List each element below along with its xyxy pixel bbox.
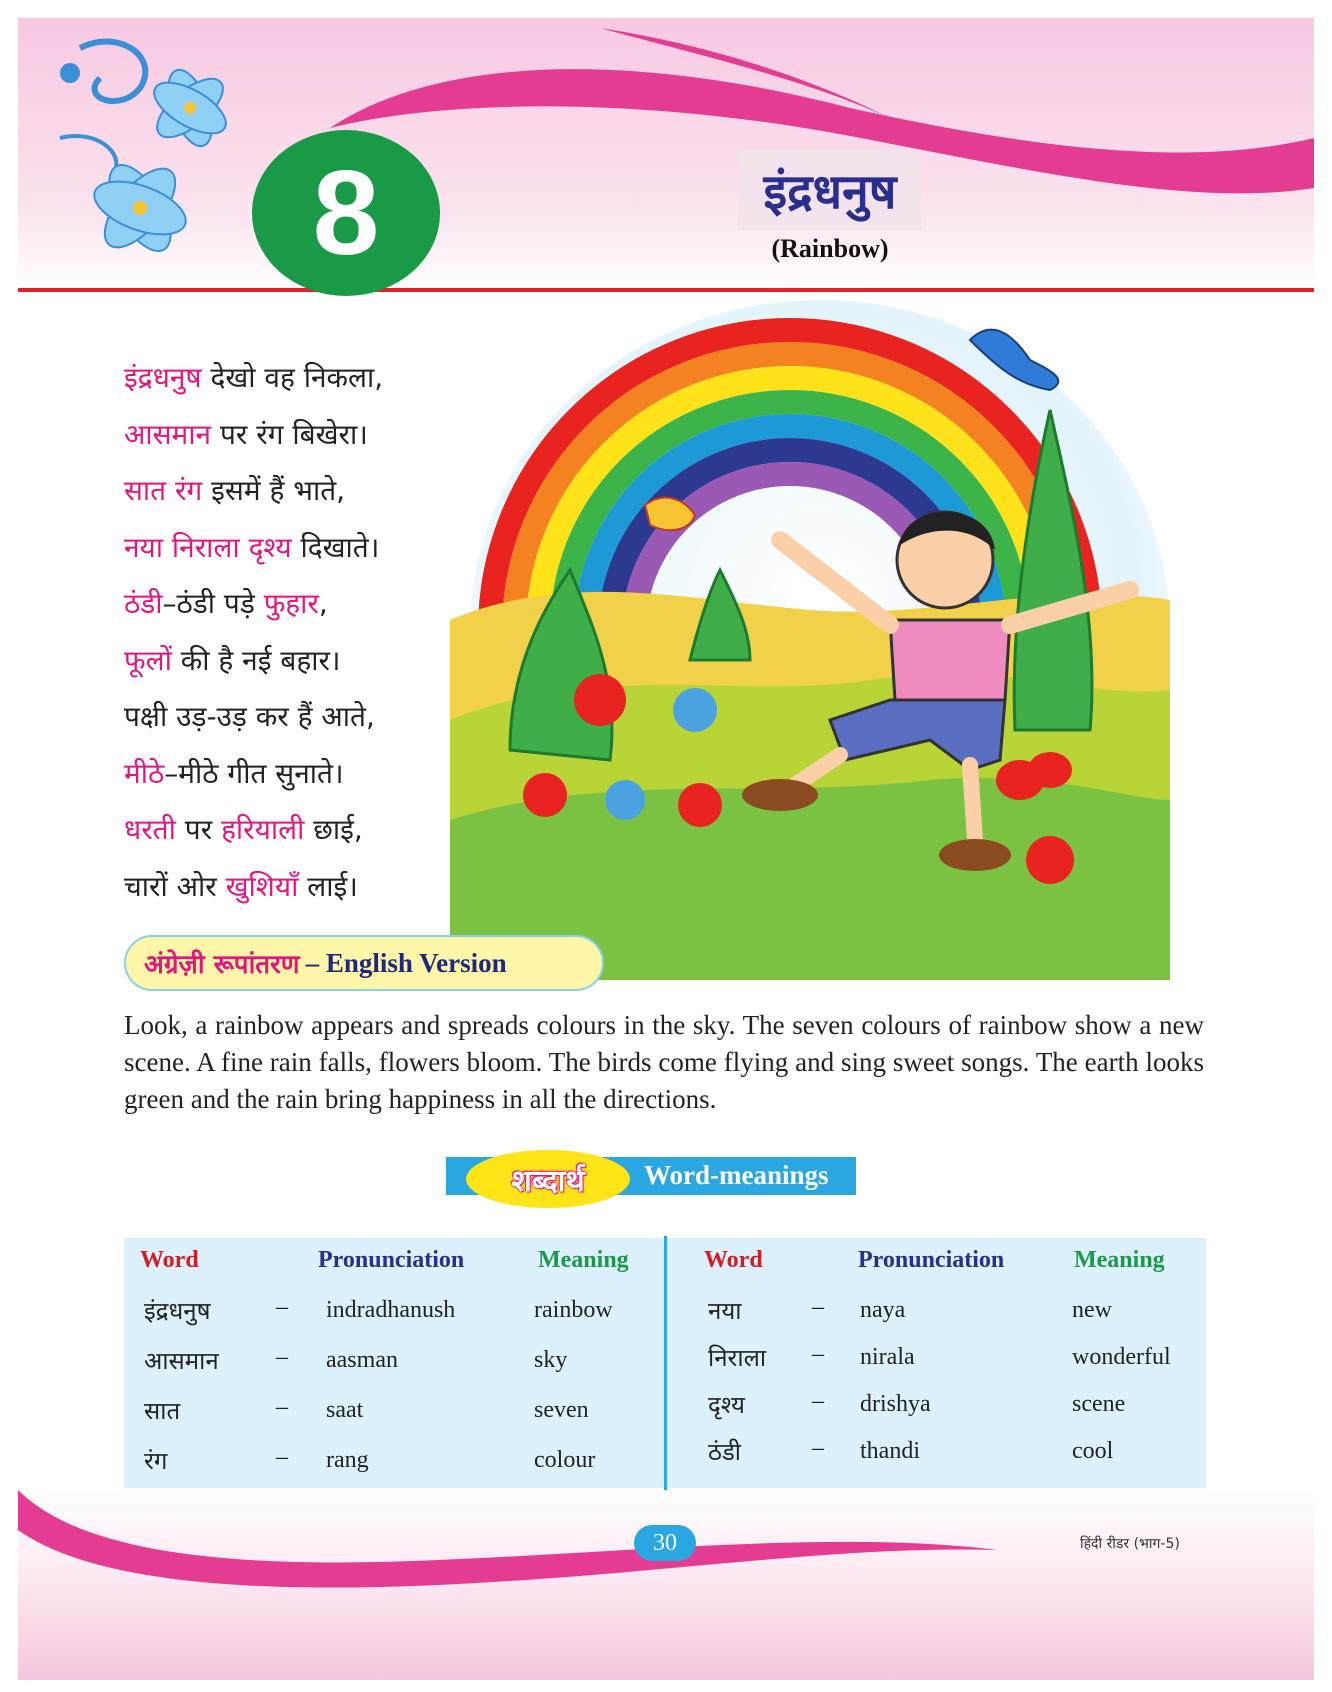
english-version-label-hindi: अंग्रेज़ी रूपांतरण [144, 950, 300, 980]
table-pronunciation: rang [326, 1447, 369, 1473]
english-version-text: Look, a rainbow appears and spreads colours in the sky. The seven colours of rainbow show a new scene. A fine rain falls, flowers bloom. The birds come flying and sing sweet songs. The earth looks green and the rain bring happiness in all the directions. [124, 1010, 1204, 1114]
table-divider [664, 1236, 667, 1490]
header-meaning: Meaning [538, 1247, 629, 1273]
table-dash: – [812, 1341, 824, 1367]
poem-line: इंद्रधनुष देखो वह निकला, [124, 361, 384, 394]
table-dash: – [276, 1344, 288, 1370]
word-meanings-oval [466, 1150, 630, 1208]
footer-swoosh-icon [18, 1490, 998, 1620]
poem-line: धरती पर हरियाली छाई, [124, 813, 363, 846]
poem-line: ठंडी–ठंडी पड़े फुहार, [124, 587, 328, 620]
table-word: ठंडी [708, 1438, 741, 1466]
table-word: रंग [144, 1447, 168, 1475]
flower-decoration-icon [40, 18, 240, 290]
poem-line: पक्षी उड़-उड़ कर हैं आते, [124, 700, 375, 733]
header-pronunciation: Pronunciation [318, 1247, 465, 1273]
chapter-number: 8 [312, 146, 380, 280]
header-pronunciation: Pronunciation [858, 1247, 1005, 1273]
header-word: Word [140, 1247, 199, 1273]
header-word: Word [704, 1247, 763, 1273]
poem-line: मीठे–मीठे गीत सुनाते। [124, 756, 344, 790]
table-meaning: wonderful [1072, 1344, 1171, 1370]
table-meaning: scene [1072, 1391, 1126, 1417]
table-meaning: sky [534, 1347, 568, 1373]
table-word: निराला [708, 1344, 767, 1372]
table-meaning: new [1072, 1297, 1112, 1323]
table-dash: – [812, 1294, 824, 1320]
table-pronunciation: indradhanush [326, 1297, 456, 1323]
header-divider [18, 288, 1314, 292]
table-pronunciation: thandi [860, 1438, 920, 1464]
table-pronunciation: nirala [860, 1344, 915, 1370]
table-meaning: colour [534, 1447, 596, 1473]
table-word: आसमान [144, 1347, 219, 1375]
table-meaning: rainbow [534, 1297, 613, 1323]
table-word: नया [708, 1297, 742, 1325]
table-word: दृश्य [708, 1391, 745, 1419]
chapter-number-badge [252, 130, 440, 296]
table-dash: – [812, 1435, 824, 1461]
english-version-label-english: – English Version [305, 947, 507, 978]
table-word: सात [144, 1397, 181, 1425]
table-pronunciation: aasman [326, 1347, 398, 1373]
header-meaning: Meaning [1074, 1247, 1165, 1273]
poem-line: चारों ओर खुशियाँ लाई। [124, 869, 358, 903]
chapter-title-hindi: इंद्रधनुष [738, 150, 922, 230]
page-number: 30 [634, 1525, 696, 1561]
poem-line: फूलों की है नई बहार। [124, 643, 341, 677]
table-dash: – [812, 1388, 824, 1414]
table-pronunciation: saat [326, 1397, 364, 1423]
table-pronunciation: drishya [860, 1391, 931, 1417]
table-dash: – [276, 1444, 288, 1470]
table-dash: – [276, 1294, 288, 1320]
word-meanings-label-english: Word-meanings [644, 1160, 829, 1190]
poem [124, 350, 383, 915]
english-version-label [124, 935, 604, 991]
poem-line: नया निराला दृश्य दिखाते। [124, 530, 380, 564]
table-pronunciation: naya [860, 1297, 906, 1323]
table-meaning: seven [534, 1397, 589, 1423]
rainbow-illustration [450, 300, 1170, 980]
table-word: इंद्रधनुष [144, 1297, 211, 1325]
table-meaning: cool [1072, 1438, 1114, 1464]
poem-line: सात रंग इसमें हैं भाते, [124, 474, 346, 507]
table-dash: – [276, 1394, 288, 1420]
book-name: हिंदी रीडर (भाग-5) [1080, 1536, 1180, 1552]
word-meanings-label-hindi: शब्दार्थ [511, 1163, 585, 1199]
poem-line: आसमान पर रंग बिखेरा। [124, 417, 368, 451]
chapter-title-english: (Rainbow) [771, 234, 889, 263]
